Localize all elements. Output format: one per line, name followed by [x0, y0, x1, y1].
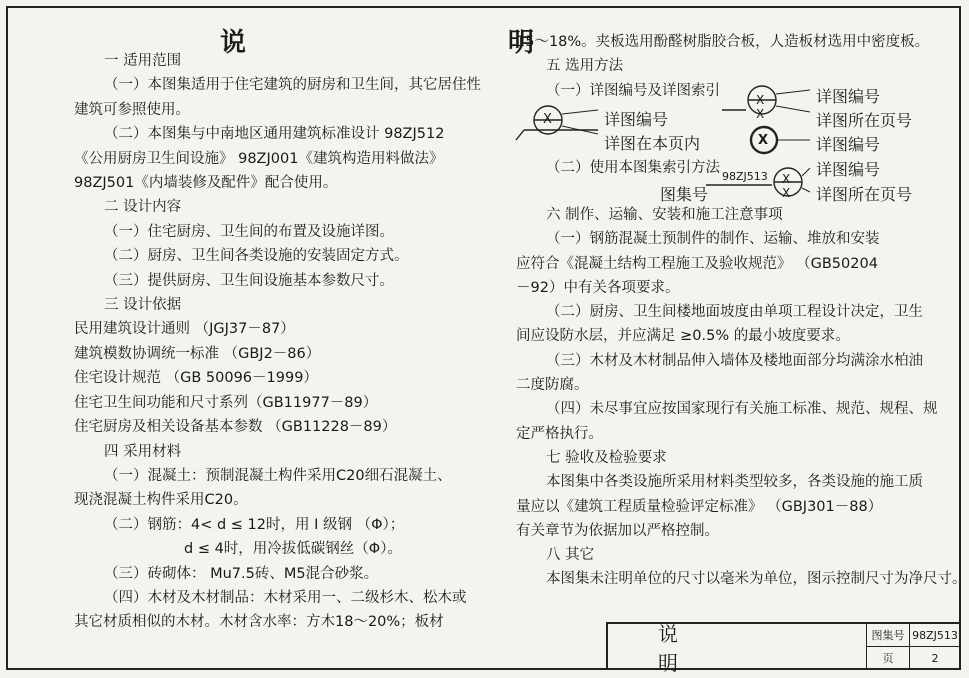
detail-symbol-right — [722, 86, 810, 114]
page-value: 2 — [931, 651, 939, 665]
paragraph-line: （四）木材及木材制品：木材采用一、二级杉木、松木或 — [104, 589, 467, 606]
section-heading: 八 其它 — [546, 547, 595, 564]
paragraph-line: 本图集未注明单位的尺寸以毫米为单位，图示控制尺寸为净尺寸。 — [546, 571, 967, 588]
paragraph-line: 建筑可参照使用。 — [74, 101, 190, 118]
paragraph-line: （二）厨房、卫生间楼地面坡度由单项工程设计决定，卫生 — [546, 304, 923, 321]
paragraph-line: 其它材质相似的木材。木材含水率：方木18～20%；板材 — [74, 614, 444, 631]
paragraph-line: 本图集中各类设施所采用材料类型较多，各类设施的施工质 — [546, 474, 923, 491]
paragraph-line: 有关章节为依据加以严格控制。 — [516, 522, 719, 539]
label-detail-number: 详图编号 — [816, 135, 881, 154]
paragraph-line: （一）钢筋混凝土预制件的制作、运输、堆放和安装 — [546, 231, 880, 248]
section-heading: 七 验收及检验要求 — [546, 449, 667, 466]
label-detail-number: 详图编号 — [816, 160, 881, 179]
title-block — [606, 621, 960, 675]
paragraph-line: （三）木材及木材制品伸入墙体及楼地面部分均满涂水柏油 — [546, 352, 923, 369]
list-item: 住宅厨房及相关设备基本参数 （GB11228－89） — [74, 419, 397, 436]
paragraph-line: （一）本图集适用于住宅建筑的厨房和卫生间，其它居住性 — [104, 77, 481, 94]
paragraph-line: 量应以《建筑工程质量检验评定标准》 （GBJ301－88） — [516, 498, 883, 515]
paragraph-line: －92）中有关各项要求。 — [516, 279, 680, 296]
section-heading: 五 选用方法 — [546, 58, 624, 75]
paragraph-line: （二）钢筋：4< d ≤ 12时，用 I 级钢 （Φ）； — [104, 516, 405, 533]
x-mark: X — [543, 112, 552, 127]
paragraph-line: d ≤ 4时，用冷拔低碳钢丝（Φ）。 — [184, 541, 402, 558]
title-block-grid — [866, 624, 961, 669]
list-item: 建筑模数协调统一标准 （GBJ2－86） — [74, 345, 321, 362]
x-mark: X — [782, 186, 791, 200]
list-item: （三）提供厨房、卫生间设施基本参数尺寸。 — [104, 272, 394, 289]
list-item: （一）住宅厨房、卫生间的布置及设施详图。 — [104, 223, 394, 240]
x-mark: X — [756, 107, 765, 121]
label-atlas-number: 图集号 — [660, 185, 709, 204]
section-heading: 六 制作、运输、安装和施工注意事项 — [546, 207, 783, 223]
section-heading: 一 适用范围 — [104, 53, 182, 69]
paragraph-line: （四）未尽事宜应按国家现行有关施工标准、规范、规程、规 — [546, 401, 938, 418]
list-item: （二）厨房、卫生间各类设施的安装固定方式。 — [104, 248, 409, 265]
paragraph-line: （三）砖砌体： Mu7.5砖、M5混合砂浆。 — [104, 565, 379, 582]
title-block-name: 说 明 — [658, 621, 818, 675]
detail-symbol-left — [516, 106, 598, 140]
section-heading: 二 设计内容 — [104, 199, 182, 216]
x-mark: X — [782, 172, 791, 186]
paragraph-line: （二）本图集与中南地区通用建筑标准设计 98ZJ512 — [104, 126, 445, 143]
paragraph-line: 15～18%。夹板选用酚醛树脂胶合板，人造板材选用中密度板。 — [516, 34, 930, 50]
page-title: 说 明 — [220, 28, 605, 58]
paragraph-line: 98ZJ501《内墙装修及配件》配合使用。 — [74, 175, 338, 192]
list-item: 民用建筑设计通则 （JGJ37－87） — [74, 321, 295, 338]
list-item: 住宅设计规范 （GB 50096－1999） — [74, 370, 318, 387]
paragraph-line: （一）混凝土：预制混凝土构件采用C20细石混凝土、 — [104, 467, 452, 484]
atlas-label: 图集号 — [871, 629, 905, 642]
label-detail-number: 详图编号 — [816, 87, 881, 106]
atlas-code: 98ZJ513 — [722, 170, 768, 183]
label-detail-number: 详图编号 — [604, 110, 669, 129]
label-detail-this-page: 详图在本页内 — [604, 134, 701, 153]
label-detail-page: 详图所在页号 — [816, 185, 913, 204]
paragraph-line: 《公用厨房卫生间设施》 98ZJ001《建筑构造用料做法》 — [74, 150, 444, 167]
list-item: （一）详图编号及详图索引 — [546, 82, 720, 99]
paragraph-line: 应符合《混凝土结构工程施工及验收规范》 （GB50204 — [516, 255, 878, 272]
page-label: 页 — [882, 652, 894, 665]
paragraph-line: 定严格执行。 — [516, 425, 603, 442]
paragraph-line: 现浇混凝土构件采用C20。 — [74, 492, 248, 509]
atlas-value: 98ZJ513 — [912, 628, 958, 642]
left-column — [74, 49, 481, 635]
paragraph-line: 间应设防水层，并应满足 ≥0.5% 的最小坡度要求。 — [516, 328, 850, 345]
section-heading: 四 采用材料 — [104, 443, 182, 460]
right-column-subitem — [516, 156, 936, 180]
label-detail-page: 详图所在页号 — [816, 111, 913, 130]
list-item: （二）使用本图集索引方法 — [546, 160, 720, 176]
paragraph-line: 二度防腐。 — [516, 377, 589, 394]
x-mark: X — [756, 93, 765, 107]
list-item: 住宅卫生间功能和尺寸系列（GB11977－89） — [74, 394, 378, 411]
right-column-bottom — [516, 203, 967, 592]
x-mark: X — [758, 133, 769, 148]
section-heading: 三 设计依据 — [104, 297, 182, 314]
